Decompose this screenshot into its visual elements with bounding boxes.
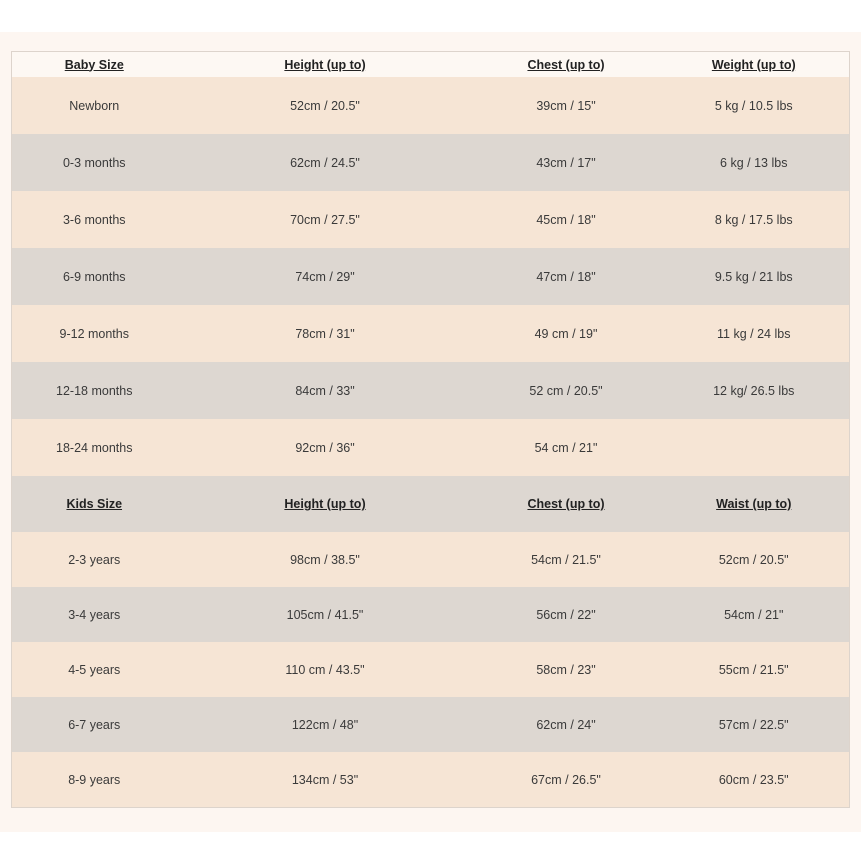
size-cell: Newborn xyxy=(12,77,177,134)
header-height: Height (up to) xyxy=(177,476,474,532)
table-row xyxy=(12,697,850,752)
size-cell: 0-3 months xyxy=(12,134,177,191)
height-cell: 105cm / 41.5" xyxy=(177,587,474,642)
height-cell: 92cm / 36" xyxy=(177,419,474,476)
height-cell: 122cm / 48" xyxy=(177,697,474,752)
waist-cell: 52cm / 20.5" xyxy=(659,532,850,587)
height-cell: 98cm / 38.5" xyxy=(177,532,474,587)
waist-cell: 54cm / 21" xyxy=(659,587,850,642)
height-cell: 62cm / 24.5" xyxy=(177,134,474,191)
chest-cell: 52 cm / 20.5" xyxy=(474,362,659,419)
table-row xyxy=(12,532,850,587)
table-row xyxy=(12,77,850,134)
header-kids-size: Kids Size xyxy=(12,476,177,532)
header-waist: Waist (up to) xyxy=(659,476,850,532)
height-cell: 78cm / 31" xyxy=(177,305,474,362)
height-cell: 134cm / 53" xyxy=(177,752,474,808)
table-row xyxy=(12,642,850,697)
height-cell: 70cm / 27.5" xyxy=(177,191,474,248)
chest-cell: 62cm / 24" xyxy=(474,697,659,752)
chest-cell: 45cm / 18" xyxy=(474,191,659,248)
chest-cell: 67cm / 26.5" xyxy=(474,752,659,808)
header-chest: Chest (up to) xyxy=(474,52,659,78)
header-chest: Chest (up to) xyxy=(474,476,659,532)
header-baby-size: Baby Size xyxy=(12,52,177,78)
chest-cell: 49 cm / 19" xyxy=(474,305,659,362)
table-row xyxy=(12,587,850,642)
header-weight: Weight (up to) xyxy=(659,52,850,78)
weight-cell: 9.5 kg / 21 lbs xyxy=(659,248,850,305)
weight-cell: 6 kg / 13 lbs xyxy=(659,134,850,191)
chest-cell: 58cm / 23" xyxy=(474,642,659,697)
size-cell: 2-3 years xyxy=(12,532,177,587)
size-cell: 3-6 months xyxy=(12,191,177,248)
chest-cell: 54 cm / 21" xyxy=(474,419,659,476)
waist-cell: 57cm / 22.5" xyxy=(659,697,850,752)
size-cell: 6-9 months xyxy=(12,248,177,305)
size-chart-table xyxy=(11,51,850,808)
size-cell: 6-7 years xyxy=(12,697,177,752)
height-cell: 74cm / 29" xyxy=(177,248,474,305)
chest-cell: 47cm / 18" xyxy=(474,248,659,305)
waist-cell: 60cm / 23.5" xyxy=(659,752,850,808)
table-row xyxy=(12,752,850,808)
size-cell: 18-24 months xyxy=(12,419,177,476)
chest-cell: 39cm / 15" xyxy=(474,77,659,134)
size-cell: 9-12 months xyxy=(12,305,177,362)
size-cell: 4-5 years xyxy=(12,642,177,697)
kids-size-header-row xyxy=(12,476,850,532)
table-row xyxy=(12,248,850,305)
baby-size-header-row xyxy=(12,52,850,78)
chest-cell: 54cm / 21.5" xyxy=(474,532,659,587)
weight-cell: 8 kg / 17.5 lbs xyxy=(659,191,850,248)
table-row xyxy=(12,419,850,476)
table-row xyxy=(12,134,850,191)
height-cell: 52cm / 20.5" xyxy=(177,77,474,134)
table-row xyxy=(12,362,850,419)
weight-cell: 12 kg/ 26.5 lbs xyxy=(659,362,850,419)
weight-cell xyxy=(659,419,850,476)
weight-cell: 5 kg / 10.5 lbs xyxy=(659,77,850,134)
table-row xyxy=(12,305,850,362)
header-height: Height (up to) xyxy=(177,52,474,78)
chest-cell: 43cm / 17" xyxy=(474,134,659,191)
size-cell: 3-4 years xyxy=(12,587,177,642)
waist-cell: 55cm / 21.5" xyxy=(659,642,850,697)
height-cell: 110 cm / 43.5" xyxy=(177,642,474,697)
table-row xyxy=(12,191,850,248)
weight-cell: 11 kg / 24 lbs xyxy=(659,305,850,362)
size-cell: 12-18 months xyxy=(12,362,177,419)
size-cell: 8-9 years xyxy=(12,752,177,808)
height-cell: 84cm / 33" xyxy=(177,362,474,419)
chest-cell: 56cm / 22" xyxy=(474,587,659,642)
